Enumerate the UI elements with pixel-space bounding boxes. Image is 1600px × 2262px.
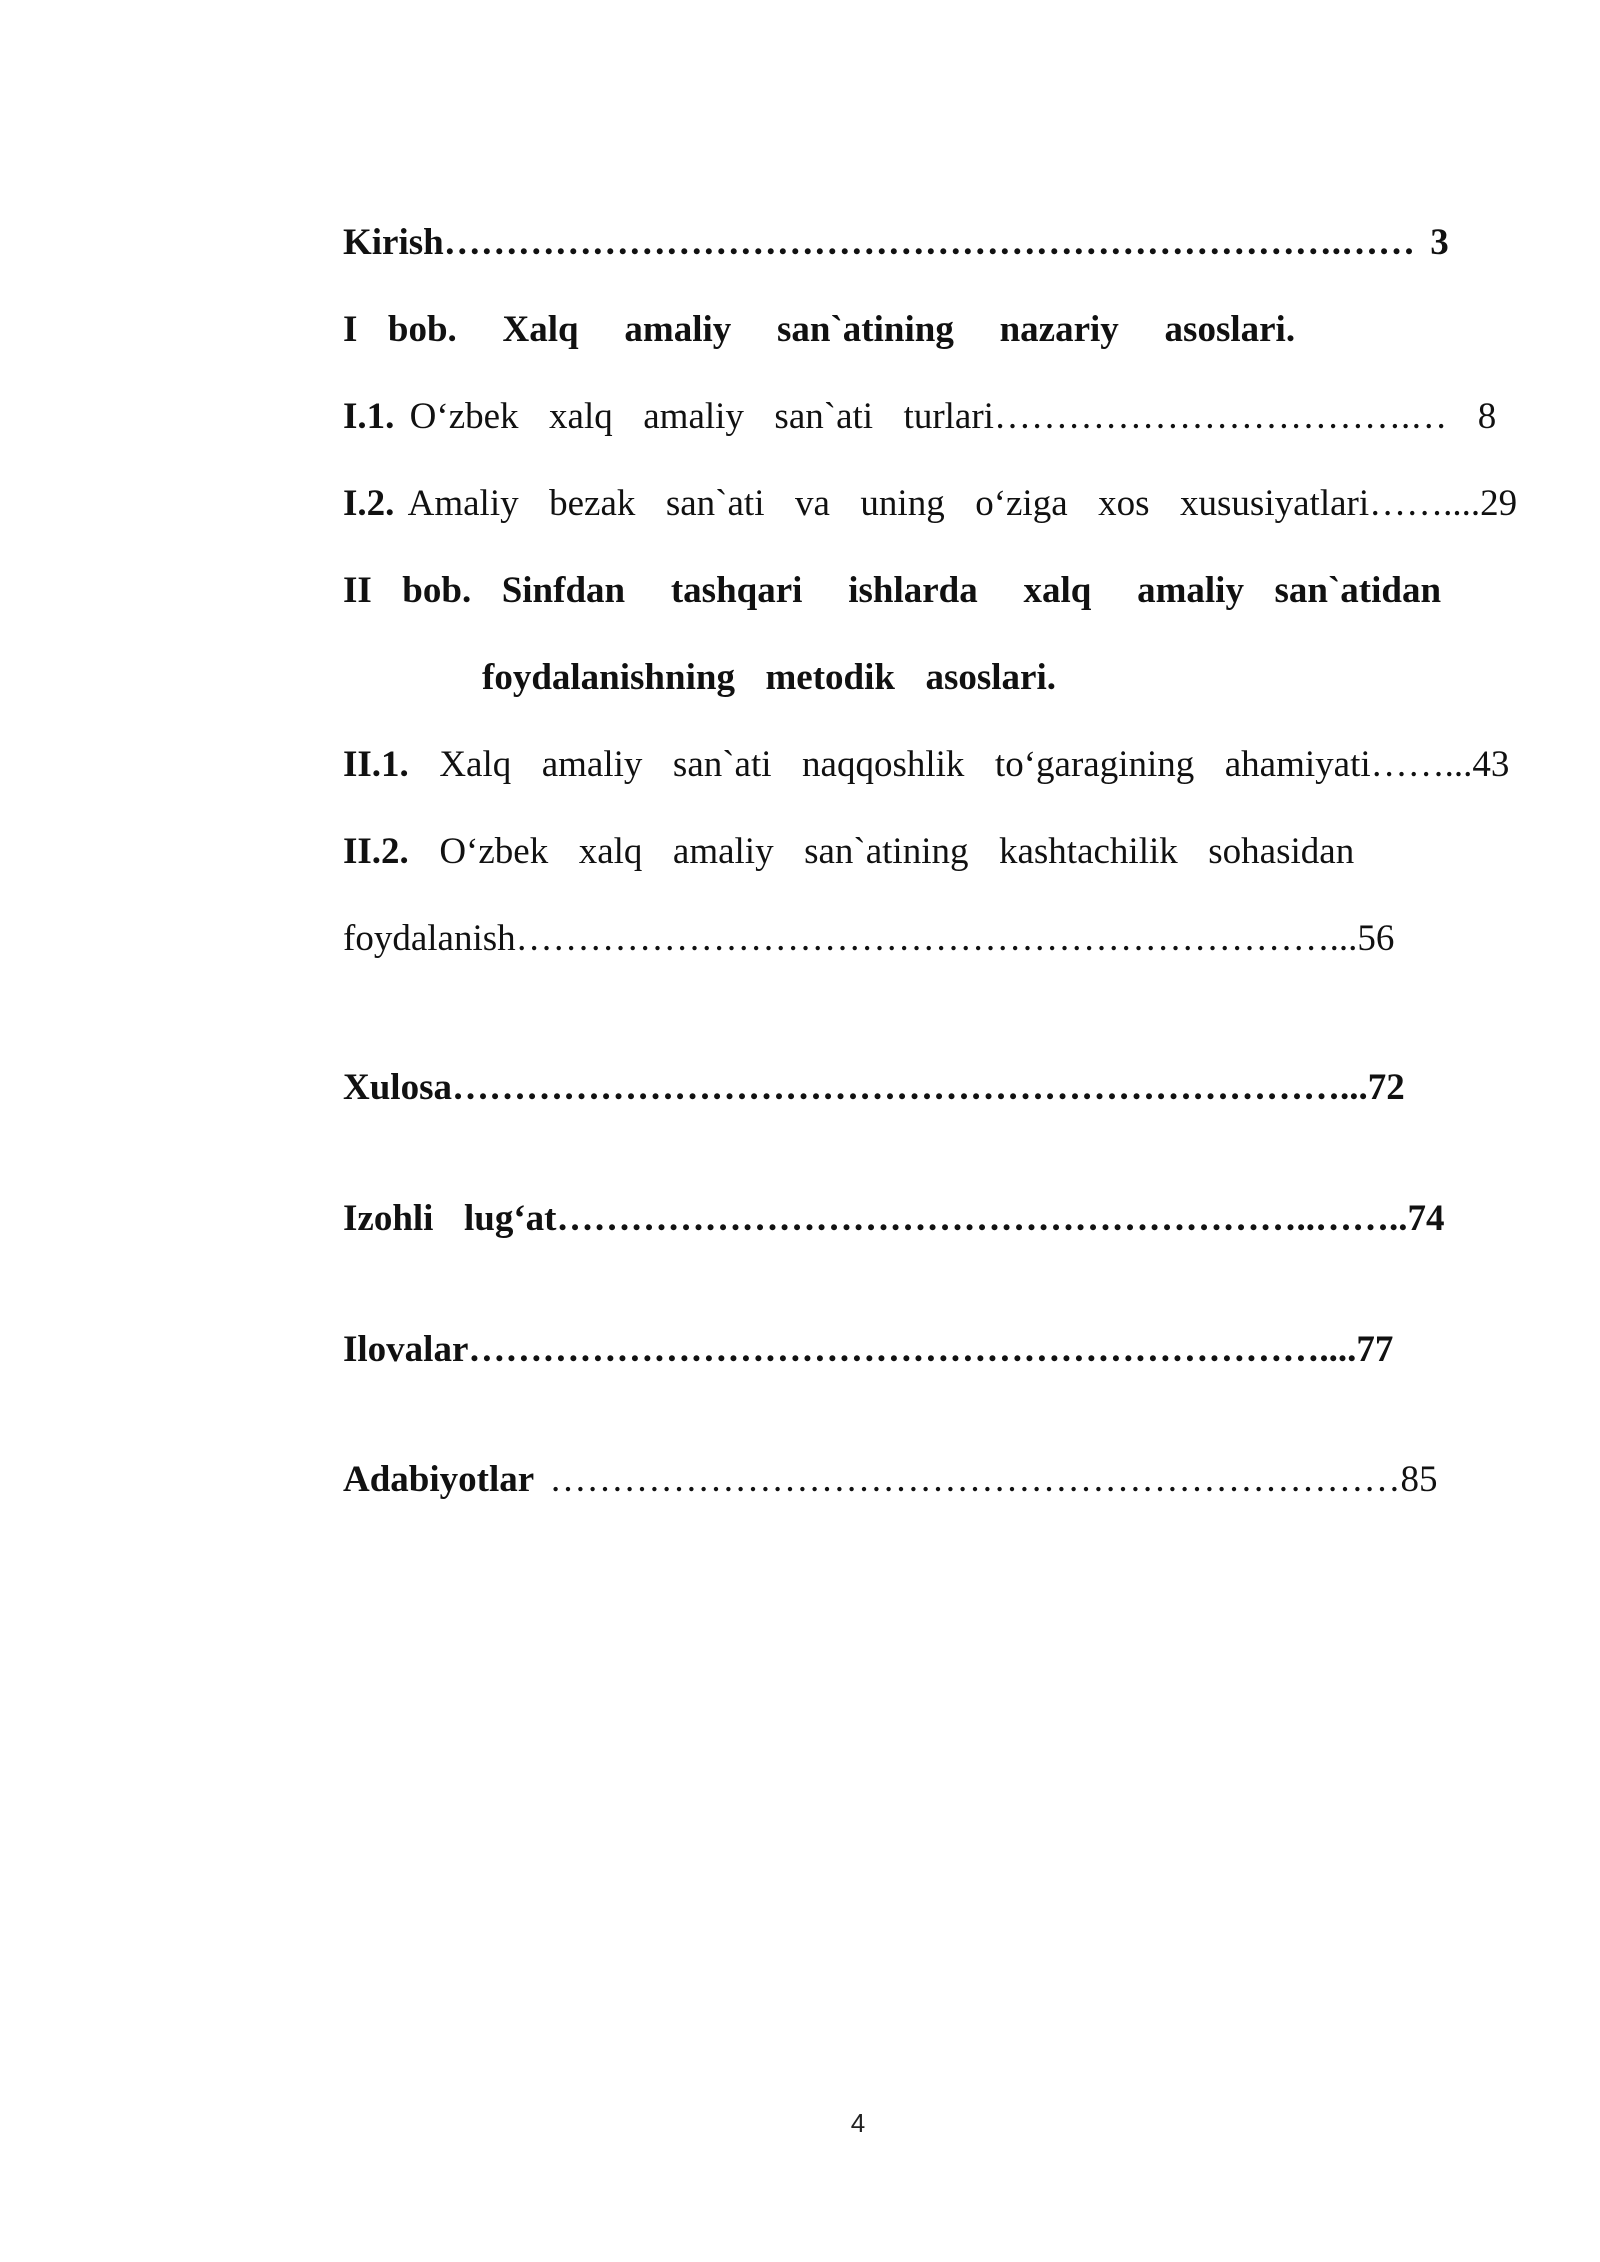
toc-entry-izohli-lugat xyxy=(343,1197,1444,1241)
toc-chapter-title: II bob. Sinfdan tashqari ishlarda xalq amaliy san`atidan xyxy=(343,570,1442,611)
toc-entry-label: Xulosa xyxy=(343,1067,452,1108)
toc-entry-label-continued: foydalanish xyxy=(343,918,516,959)
toc-chapter-2 xyxy=(343,569,1441,613)
toc-entry-1-1 xyxy=(343,395,1496,439)
toc-leader-dots: ……... xyxy=(1370,744,1473,785)
toc-chapter-title: I bob. Xalq amaliy san`atining nazariy asoslari. xyxy=(343,309,1296,350)
toc-leader-dots: …………………………………………………………. xyxy=(515,918,1339,959)
toc-entry-label: O‘zbek xalq amaliy san`ati turlari xyxy=(394,396,994,437)
toc-page-number: ..56 xyxy=(1338,918,1395,959)
toc-entry-label: Xalq amaliy san`ati naqqoshlik to‘garagining ahamiyati xyxy=(408,744,1371,785)
toc-entry-label: Ilovalar xyxy=(343,1329,469,1370)
toc-page-number: 74 xyxy=(1407,1198,1445,1239)
toc-entry-label: Kirish xyxy=(343,222,444,263)
toc-leader-dots: …………………………….… xyxy=(993,396,1448,437)
toc-entry-label: O‘zbek xalq amaliy san`atining kashtachilik sohasidan xyxy=(408,831,1355,872)
toc-entry-kirish xyxy=(343,221,1449,265)
toc-entry-label: Amaliy bezak san`ati va uning o‘ziga xos xususiyatlari xyxy=(394,483,1370,524)
toc-section-number: I.1. xyxy=(343,396,395,437)
toc-chapter-2-continued xyxy=(482,656,1056,700)
toc-leader-dots: …………………………………………………………… xyxy=(534,1459,1401,1500)
toc-leader-dots: ……………………………………………………………….…… xyxy=(443,222,1415,263)
toc-leader-dots: ……………………………………………………………. xyxy=(468,1329,1329,1370)
toc-page-number: 85 xyxy=(1400,1459,1438,1500)
toc-entry-adabiyotlar xyxy=(343,1458,1437,1502)
toc-section-number: II.1. xyxy=(343,744,409,785)
toc-entry-xulosa xyxy=(343,1066,1405,1110)
toc-page-number: 29 xyxy=(1480,483,1518,524)
toc-entry-label: Adabiyotlar xyxy=(343,1459,535,1500)
toc-entry-ilovalar xyxy=(343,1328,1393,1372)
toc-page-number: 8 xyxy=(1447,396,1497,437)
toc-chapter-1 xyxy=(343,308,1295,352)
toc-section-number: I.2. xyxy=(343,483,395,524)
toc-leader-dots: ……………………………………………………..…….. xyxy=(556,1198,1408,1239)
page-number: 4 xyxy=(850,2108,866,2138)
toc-chapter-title-continued: foydalanishning metodik asoslari. xyxy=(482,657,1056,698)
toc-entry-2-1 xyxy=(343,743,1509,787)
toc-page-number: 3 xyxy=(1415,222,1449,263)
toc-page-number: 72 xyxy=(1367,1067,1405,1108)
toc-page-number: ...77 xyxy=(1328,1329,1394,1370)
toc-page-number: 43 xyxy=(1472,744,1510,785)
toc-leader-dots: ………………………………………………………………... xyxy=(451,1067,1368,1108)
toc-section-number: II.2. xyxy=(343,831,409,872)
toc-entry-1-2 xyxy=(343,482,1517,526)
toc-leader-dots: …….... xyxy=(1369,483,1481,524)
toc-entry-2-2-continued xyxy=(343,917,1394,961)
toc-entry-2-2 xyxy=(343,830,1354,874)
toc-entry-label: Izohli lug‘at xyxy=(343,1198,557,1239)
